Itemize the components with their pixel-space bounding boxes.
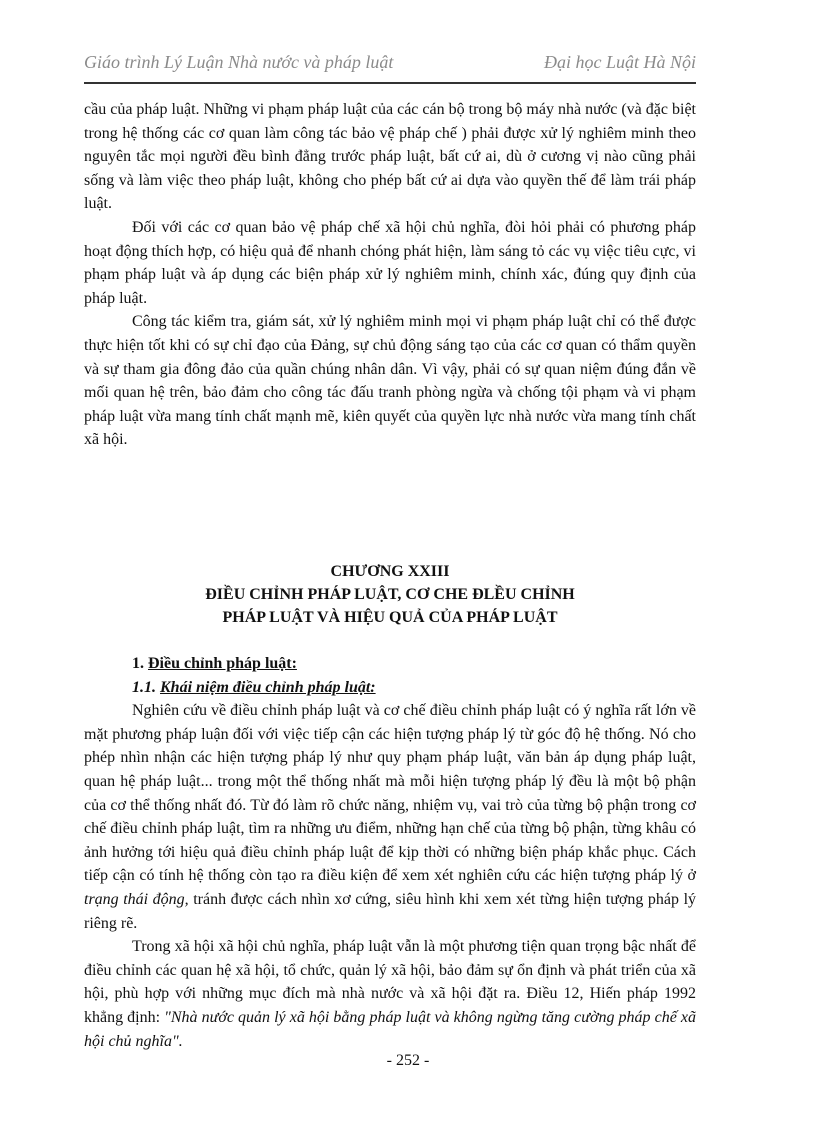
chapter-title-line-1: ĐIỀU CHỈNH PHÁP LUẬT, CƠ CHE ĐLỀU CHỈNH [205,586,575,603]
chapter-heading [84,560,696,629]
paragraph-text: Nghiên cứu về điều chỉnh pháp luật và cơ chế điều chỉnh pháp luật có ý nghĩa rất lớn về mặt phương pháp luận đối với việc tiếp cận các hiện tượng pháp lý từ góc độ hệ thống. Nó cho phép nhìn nhận các hiện tượng pháp lý như quy phạm pháp luật, văn bản áp dụng pháp luật, quan hệ pháp luật... trong một thể thống nhất mà mỗi hiện tượng pháp lý đều là một bộ phận của cơ thể thống nhất đó. Từ đó làm rõ chức năng, nhiệm vụ, vai trò của từng bộ phận trong cơ chế điều chỉnh pháp luật, tìm ra những ưu điểm, những hạn chế của từng bộ phận, từng khâu có ảnh hưởng tới hiệu quả điều chỉnh pháp luật để kịp thời có những biện pháp khắc phục. Cách tiếp cận có tính hệ thống còn tạo ra điều kiện để xem xét nghiên cứu các hiện tượng pháp lý ở [84,702,696,885]
section-heading [84,652,696,676]
section-content [84,652,696,1053]
constitution-quote: "Nhà nước quản lý xã hội bằng pháp luật và không ngừng tăng cường pháp chế xã hội chủ nghĩa". [84,1008,696,1050]
chapter-title-line-2: PHÁP LUẬT VÀ HIỆU QUẢ CỦA PHÁP LUẬT [222,609,558,626]
chapter-number: CHƯƠNG XXIII [330,563,450,580]
header-book-title: Giáo trình Lý Luận Nhà nước và pháp luật [84,52,394,72]
paragraph-text: Trong xã hội xã hội chủ nghĩa, pháp luật vẫn là một phương tiện quan trọng bậc nhất để điều chỉnh các quan hệ xã hội, tổ chức, quản lý xã hội, bảo đảm sự ổn định và phát triển của xã hội, phù hợp với những mục đích mà nhà nước và xã hội đặt ra. Điều 12, Hiến pháp 1992 khẳng định: [84,938,696,1026]
page-number: - 252 - [386,1052,430,1069]
subsection-number: 1.1. [132,678,156,696]
header-divider [84,82,696,84]
section-number: 1. [132,655,144,672]
paragraph-text: tránh được cách nhìn xơ cứng, siêu hình khi xem xét từng hiện tượng pháp lý riêng rẽ. [84,890,697,932]
paragraph [84,935,696,1053]
paragraph: Công tác kiểm tra, giám sát, xử lý nghiêm minh mọi vi phạm pháp luật chỉ có thể được thực hiện tốt khi có sự chỉ đạo của Đảng, sự chủ động sáng tạo của các cơ quan có thẩm quyền và sự tham gia đông đảo của quần chúng nhân dân. Vì vậy, phải có sự quan niệm đúng đắn về mối quan hệ trên, bảo đảm cho công tác đấu tranh phòng ngừa và chống tội phạm và vi phạm pháp luật vừa mang tính chất mạnh mẽ, kiên quyết của quyền lực nhà nước vừa mang tính chất xã hội. [84,313,696,449]
italic-phrase: trạng thái động, [84,890,189,908]
subsection-heading [84,676,696,700]
subsection-title: Khái niệm điều chỉnh pháp luật: [160,678,376,696]
body-text [84,98,696,452]
section-title: Điều chỉnh pháp luật: [148,655,297,672]
paragraph-continued: cầu của pháp luật. Những vi phạm pháp luật của các cán bộ trong bộ máy nhà nước (và đặc biệt trong hệ thống các cơ quan làm công tác bảo vệ pháp chế ) phải được xử lý nghiêm minh theo nguyên tắc mọi người đều bình đẳng trước pháp luật, bất cứ ai, dù ở cương vị nào cũng phải sống và làm việc theo pháp luật, không cho phép bất cứ ai dựa vào quyền thế để làm trái pháp luật. [84,101,696,213]
paragraph [84,699,696,935]
header-university: Đại học Luật Hà Nội [543,52,696,72]
page-header [84,52,696,80]
paragraph: Đối với các cơ quan bảo vệ pháp chế xã hội chủ nghĩa, đòi hỏi phải có phương pháp hoạt động thích hợp, có hiệu quả để nhanh chóng phát hiện, làm sáng tỏ các vụ việc tiêu cực, vi phạm pháp luật và áp dụng các biện pháp xử lý nghiêm minh, chính xác, đúng quy định của pháp luật. [84,218,696,307]
